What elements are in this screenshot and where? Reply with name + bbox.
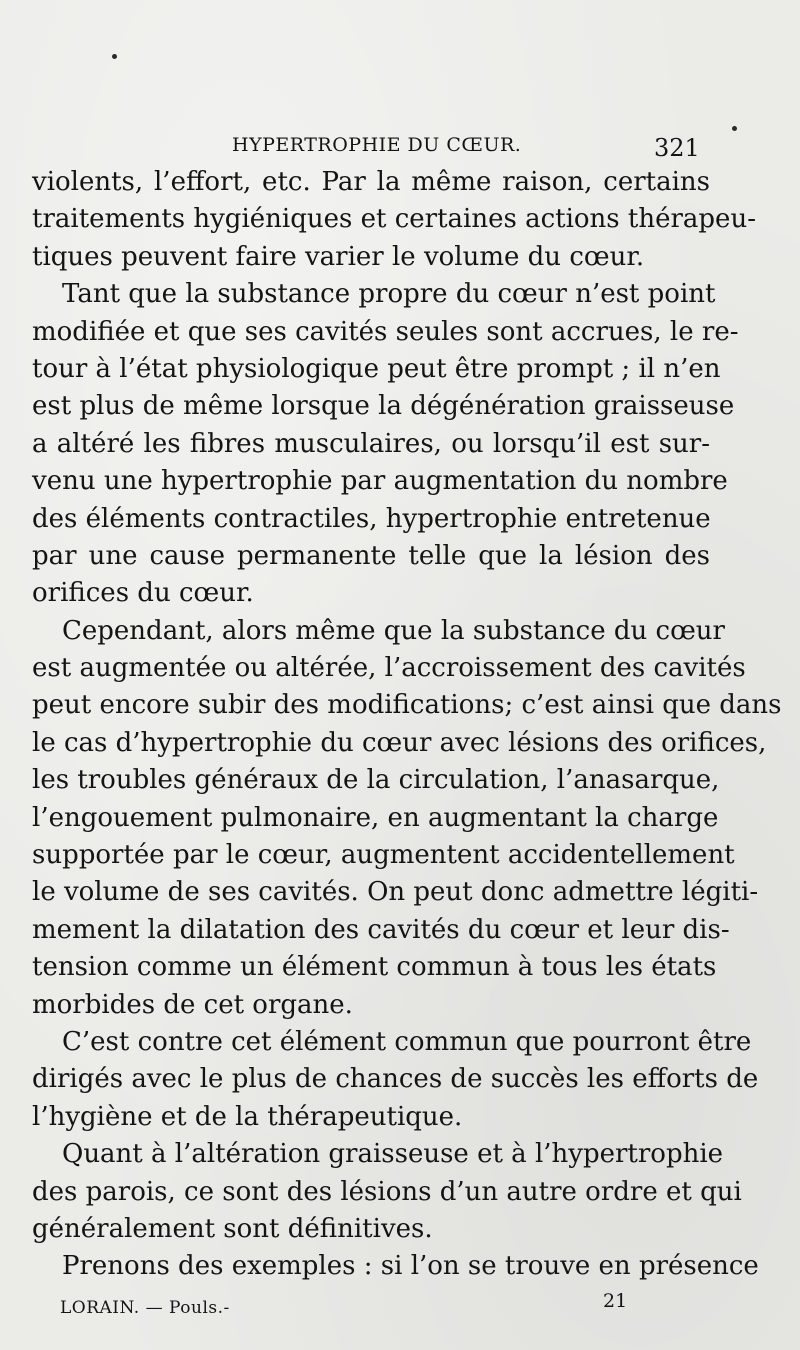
page-number: 321 (654, 134, 700, 162)
text-line: orifices du cœur. (32, 578, 254, 609)
text-line: venu une hypertrophie par augmentation du nombre (32, 466, 728, 497)
ink-speck (112, 54, 117, 59)
text-line: traitements hygiéniques et certaines actions thérapeu- (32, 204, 756, 235)
text-line: C’est contre cet élément commun que pourront être (62, 1026, 752, 1057)
text-line: morbides de cet organe. (32, 989, 353, 1020)
text-line: Quant à l’altération graisseuse et à l’hypertrophie (62, 1139, 724, 1170)
text-line: par une cause permanente telle que la lésion des (32, 540, 710, 571)
text-line: mement la dilatation des cavités du cœur et leur dis- (32, 914, 730, 945)
text-line: l’hygiène et de la thérapeutique. (32, 1101, 463, 1132)
page-footer (0, 1290, 800, 1330)
text-line: modifiée et que ses cavités seules sont accrues, le re- (32, 316, 739, 347)
text-line: tour à l’état physiologique peut être prompt ; il n’en (32, 353, 721, 384)
page-header (0, 128, 800, 168)
running-head: HYPERTROPHIE DU CŒUR. (232, 134, 522, 156)
text-line: supportée par le cœur, augmentent accidentellement (32, 840, 735, 871)
text-line: peut encore subir des modifications; c’est ainsi que dans (32, 690, 782, 721)
text-line: le cas d’hypertrophie du cœur avec lésions des orifices, (32, 727, 767, 758)
text-line: généralement sont définitives. (32, 1213, 433, 1244)
signature-mark: 21 (603, 1290, 628, 1312)
text-line: Prenons des exemples : si l’on se trouve en présence (62, 1251, 759, 1282)
text-line: est augmentée ou altérée, l’accroissement des cavités (32, 653, 746, 684)
text-line: tension comme un élément commun à tous les états (32, 952, 717, 983)
body-text (32, 164, 782, 1286)
footer-author: LORAIN. — Pouls.- (60, 1298, 230, 1318)
text-line: le volume de ses cavités. On peut donc admettre légiti- (32, 877, 759, 908)
text-line: Tant que la substance propre du cœur n’est point (62, 279, 716, 310)
text-line: est plus de même lorsque la dégénération graisseuse (32, 391, 735, 422)
text-line: tiques peuvent faire varier le volume du cœur. (32, 241, 645, 272)
text-line: a altéré les fibres musculaires, ou lorsqu’il est sur- (32, 428, 710, 459)
text-line: des éléments contractiles, hypertrophie entretenue (32, 503, 711, 534)
text-line: les troubles généraux de la circulation, l’anasarque, (32, 765, 720, 796)
text-line: violents, l’effort, etc. Par la même raison, certains (32, 167, 710, 197)
text-line: dirigés avec le plus de chances de succès les efforts de (32, 1064, 759, 1095)
text-line: Cependant, alors même que la substance du cœur (62, 615, 725, 646)
text-line: des parois, ce sont des lésions d’un autre ordre et qui (32, 1176, 742, 1207)
text-line: l’engouement pulmonaire, en augmentant la charge (32, 802, 719, 833)
